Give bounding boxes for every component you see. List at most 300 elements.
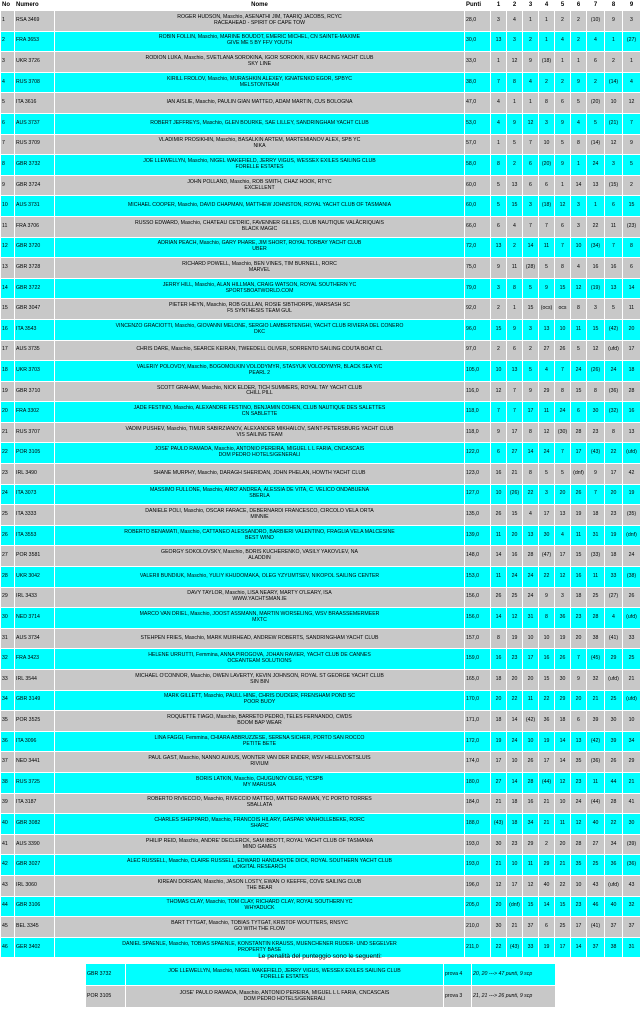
row-boat: MXTC xyxy=(252,617,267,624)
row-race-score: 13 xyxy=(623,422,640,443)
row-race-score: 3 xyxy=(571,216,587,237)
row-race-score: 13 xyxy=(491,237,507,258)
row-race-score: 40 xyxy=(605,896,623,917)
row-race-score: 14 xyxy=(491,546,507,567)
table-row xyxy=(1,670,640,691)
penalty-crew: JOE LLEWELLYN, Maschio, NIGEL WAKEFIELD, JERRY VIGUS, WESSEX EXILES SAILING CLUB xyxy=(168,967,401,974)
table-row xyxy=(1,278,640,299)
row-race-score: 13 xyxy=(507,361,523,382)
row-name xyxy=(55,670,465,691)
row-race-score: 1 xyxy=(555,175,571,196)
table-row xyxy=(1,690,640,711)
row-race-score: (36) xyxy=(623,855,640,876)
row-race-score: 17 xyxy=(539,505,555,526)
row-race-score: 10 xyxy=(491,484,507,505)
row-no: 5 xyxy=(1,93,15,114)
row-boat: DKC xyxy=(254,328,265,335)
row-race-score: 15 xyxy=(539,670,555,691)
row-race-score: 12 xyxy=(571,278,587,299)
row-name xyxy=(55,752,465,773)
row-race-score: 6 xyxy=(523,175,539,196)
row-no: 32 xyxy=(1,649,15,670)
row-race-score: 23 xyxy=(571,896,587,917)
row-name xyxy=(55,917,465,938)
row-race-score: (dnf) xyxy=(623,525,640,546)
row-race-score: 10 xyxy=(507,752,523,773)
row-numero: BEL 3345 xyxy=(15,917,55,938)
row-numero: GBR 3728 xyxy=(15,258,55,279)
row-race-score: 6 xyxy=(491,443,507,464)
row-race-score: 12 xyxy=(605,134,623,155)
row-boat: MINNIE xyxy=(250,514,269,521)
row-boat: RACEAHEAD - SPIRIT OF CAPE TOW xyxy=(213,19,306,26)
row-race-score: 30 xyxy=(539,525,555,546)
row-boat: F5 SYNTHESIS TEAM GUL xyxy=(227,308,292,315)
row-race-score: 5 xyxy=(555,464,571,485)
row-crew: MASSIMO FULLONE, Maschio, AIRO' ANDREA, ALESSIA DE VITA, C. VELICO ONDABUENA xyxy=(149,487,370,494)
row-race-score: 17 xyxy=(623,340,640,361)
row-race-score: 6 xyxy=(491,216,507,237)
row-boat: BEST WIND xyxy=(245,534,274,541)
row-race-score: (42) xyxy=(587,731,605,752)
table-row xyxy=(1,464,640,485)
row-numero: UKR 3726 xyxy=(15,52,55,73)
table-row xyxy=(1,11,640,32)
row-numero: ITA 3333 xyxy=(15,505,55,526)
row-race-score: (28) xyxy=(523,258,539,279)
row-name xyxy=(55,690,465,711)
row-race-score: (19) xyxy=(587,278,605,299)
row-numero: POR 3581 xyxy=(15,546,55,567)
row-race-score: (23) xyxy=(623,216,640,237)
row-race-score: 15 xyxy=(623,196,640,217)
row-race-score: 18 xyxy=(491,670,507,691)
row-punti: 135,0 xyxy=(465,505,491,526)
row-race-score: 16 xyxy=(491,649,507,670)
row-race-score: 7 xyxy=(605,237,623,258)
row-race-score: (33) xyxy=(587,546,605,567)
table-row xyxy=(1,875,640,896)
row-race-score: (36) xyxy=(587,752,605,773)
row-no: 46 xyxy=(1,937,15,958)
row-punti: 157,0 xyxy=(465,628,491,649)
row-race-score: (27) xyxy=(605,587,623,608)
row-boat: SIN BIN xyxy=(250,678,269,685)
row-boat: GIVE ME 5 BY FFV YOUTH xyxy=(227,40,292,47)
row-race-score: 21 xyxy=(539,814,555,835)
row-crew: JOE LLEWELLYN, Maschio, NIGEL WAKEFIELD, JERRY VIGUS, WESSEX EXILES SAILING CLUB xyxy=(143,157,376,164)
row-race-score: 12 xyxy=(523,113,539,134)
table-row xyxy=(1,155,640,176)
row-race-score: 31 xyxy=(587,525,605,546)
row-race-score: (21) xyxy=(605,113,623,134)
row-race-score: 2 xyxy=(523,340,539,361)
row-name xyxy=(55,113,465,134)
header-race-9: 9 xyxy=(623,1,640,11)
row-race-score: (20) xyxy=(587,93,605,114)
row-race-score: 7 xyxy=(587,484,605,505)
row-race-score: (41) xyxy=(587,917,605,938)
penalty-row xyxy=(86,986,556,1008)
row-numero: POR 3105 xyxy=(15,443,55,464)
row-race-score: 17 xyxy=(605,464,623,485)
row-race-score: 40 xyxy=(587,814,605,835)
row-race-score: 22 xyxy=(539,690,555,711)
row-race-score: 15 xyxy=(571,546,587,567)
row-race-score: 8 xyxy=(523,464,539,485)
row-race-score: 1 xyxy=(507,93,523,114)
row-race-score: 9 xyxy=(523,381,539,402)
row-name xyxy=(55,587,465,608)
row-race-score: 19 xyxy=(539,731,555,752)
row-race-score: 3 xyxy=(523,319,539,340)
row-race-score: (ufd) xyxy=(623,608,640,629)
table-row xyxy=(1,402,640,423)
row-race-score: 10 xyxy=(555,319,571,340)
row-race-score: 12 xyxy=(491,875,507,896)
row-name xyxy=(55,216,465,237)
penalty-prova: prova 4 xyxy=(444,964,472,986)
row-race-score: 37 xyxy=(605,917,623,938)
row-race-score: 2 xyxy=(623,175,640,196)
row-race-score: 4 xyxy=(605,608,623,629)
row-race-score: 24 xyxy=(571,793,587,814)
row-crew: SHANE MURPHY, Maschio, DARAGH SHERIDAN, JOHN PHELAN, HOWTH YACHT CLUB xyxy=(153,469,366,476)
row-race-score: (26) xyxy=(507,484,523,505)
row-race-score: 13 xyxy=(571,731,587,752)
row-numero: GBR 3082 xyxy=(15,814,55,835)
row-race-score: 11 xyxy=(523,690,539,711)
row-punti: 28,0 xyxy=(465,11,491,32)
row-numero: NED 3441 xyxy=(15,752,55,773)
row-race-score: 3 xyxy=(539,484,555,505)
row-crew: JOHN POLLAND, Maschio, ROB SMITH, CHAZ HOOK, RTYC xyxy=(187,178,332,185)
row-race-score: 25 xyxy=(555,917,571,938)
row-no: 26 xyxy=(1,525,15,546)
row-name xyxy=(55,484,465,505)
row-race-score: 28 xyxy=(523,546,539,567)
row-race-score: 14 xyxy=(623,278,640,299)
row-no: 13 xyxy=(1,258,15,279)
row-crew: PAUL GAST, Maschio, NANNO AUKUS, WONTER VAN DER ENDER, WSV HELLEVOETSLUIS xyxy=(148,755,371,762)
row-name xyxy=(55,196,465,217)
row-race-score: (dnf) xyxy=(507,896,523,917)
row-no: 34 xyxy=(1,690,15,711)
row-race-score: 16 xyxy=(507,546,523,567)
table-row xyxy=(1,443,640,464)
row-race-score: 18 xyxy=(587,505,605,526)
row-no: 36 xyxy=(1,731,15,752)
row-name xyxy=(55,31,465,52)
table-row xyxy=(1,299,640,320)
row-boat: SPORTSBOATWORLD.COM xyxy=(225,287,294,294)
row-race-score: 30 xyxy=(555,670,571,691)
row-race-score: 4 xyxy=(491,113,507,134)
row-race-score: 13 xyxy=(507,175,523,196)
row-race-score: 21 xyxy=(491,793,507,814)
row-punti: 72,0 xyxy=(465,237,491,258)
row-race-score: 9 xyxy=(571,670,587,691)
row-punti: 123,0 xyxy=(465,464,491,485)
row-race-score: 1 xyxy=(571,155,587,176)
header-race-3: 3 xyxy=(523,1,539,11)
row-race-score: 18 xyxy=(571,587,587,608)
row-race-score: 14 xyxy=(523,237,539,258)
row-numero: AUS 3734 xyxy=(15,628,55,649)
row-race-score: 5 xyxy=(571,340,587,361)
row-numero: FRA 3302 xyxy=(15,402,55,423)
row-race-score: (14) xyxy=(587,134,605,155)
row-race-score: 1 xyxy=(555,52,571,73)
row-crew: ROBERTO RIVIECCIO, Maschio, RIVECCIO MATTEO, MATTEO RAMIAN, YC PORTO TORRES xyxy=(147,796,372,803)
row-race-score: 24 xyxy=(623,546,640,567)
row-no: 38 xyxy=(1,772,15,793)
row-name xyxy=(55,628,465,649)
row-boat: ALADDIN xyxy=(248,555,271,562)
row-name xyxy=(55,649,465,670)
row-race-score: 14 xyxy=(507,772,523,793)
row-race-score: 20 xyxy=(555,484,571,505)
row-race-score: 17 xyxy=(555,546,571,567)
table-row xyxy=(1,917,640,938)
row-boat: MELSTONTEAM xyxy=(239,81,280,88)
row-crew: PHILIP REID, Maschio, ANDRE' DECLERCK, SAM IBBOTT, ROYAL YACHT CLUB OF TASMANIA xyxy=(145,837,374,844)
table-row xyxy=(1,422,640,443)
row-numero: ITA 3096 xyxy=(15,731,55,752)
row-race-score: 19 xyxy=(623,484,640,505)
row-race-score: 11 xyxy=(491,567,507,588)
row-race-score: 4 xyxy=(555,525,571,546)
row-no: 33 xyxy=(1,670,15,691)
row-punti: 116,0 xyxy=(465,381,491,402)
row-race-score: 33 xyxy=(523,937,539,958)
penalty-row xyxy=(86,964,556,986)
row-numero: RUS 3725 xyxy=(15,772,55,793)
table-row xyxy=(1,567,640,588)
row-race-score: 4 xyxy=(507,11,523,32)
row-race-score: 20 xyxy=(571,690,587,711)
row-no: 2 xyxy=(1,31,15,52)
row-race-score: 17 xyxy=(491,752,507,773)
row-race-score: 22 xyxy=(605,443,623,464)
row-race-score: 9 xyxy=(523,52,539,73)
row-race-score: (35) xyxy=(623,505,640,526)
row-numero: ITA 3543 xyxy=(15,319,55,340)
row-crew: VLADIMIR PROSIKHIN, Maschio, BASALKIN ARTEM, MARTEMIANOV ALEX, SPB YC xyxy=(158,137,361,144)
row-race-score: 17 xyxy=(507,422,523,443)
row-race-score: 15 xyxy=(523,299,539,320)
row-boat: MARVEL xyxy=(248,266,271,273)
table-row xyxy=(1,649,640,670)
row-race-score: (15) xyxy=(605,175,623,196)
row-race-score: 1 xyxy=(539,31,555,52)
row-punti: 60,0 xyxy=(465,175,491,196)
row-race-score: 6 xyxy=(507,340,523,361)
row-race-score: 5 xyxy=(587,113,605,134)
row-numero: IRL 3490 xyxy=(15,464,55,485)
table-row xyxy=(1,134,640,155)
row-name xyxy=(55,175,465,196)
row-race-score: 2 xyxy=(539,834,555,855)
row-crew: JADE FESTINO, Maschio, ALEXANDRE FESTINO, BENJAMIN COHEN, CLUB NAUTIQUE DES SALETTES xyxy=(133,405,386,412)
row-race-score: 2 xyxy=(523,31,539,52)
row-boat: SKY LINE xyxy=(247,60,272,67)
table-row xyxy=(1,793,640,814)
row-race-score: 26 xyxy=(571,484,587,505)
penalty-boat: FORELLE ESTATES xyxy=(260,973,309,980)
row-no: 6 xyxy=(1,113,15,134)
row-name xyxy=(55,834,465,855)
row-race-score: 23 xyxy=(507,649,523,670)
row-name xyxy=(55,711,465,732)
row-race-score: 20 xyxy=(571,628,587,649)
row-race-score: (38) xyxy=(623,567,640,588)
row-numero: AUS 3737 xyxy=(15,113,55,134)
row-race-score: 10 xyxy=(507,855,523,876)
row-race-score: 3 xyxy=(623,11,640,32)
row-race-score: 5 xyxy=(507,134,523,155)
row-race-score: 14 xyxy=(539,896,555,917)
row-race-score: 1 xyxy=(523,93,539,114)
row-race-score: 8 xyxy=(571,299,587,320)
row-punti: 96,0 xyxy=(465,319,491,340)
row-race-score: 10 xyxy=(539,134,555,155)
row-crew: JERRY HILL, Maschio, ALAN HILLMAN, CRAIG WATSON, ROYAL SOUTHERN YC xyxy=(162,281,357,288)
header-race-6: 6 xyxy=(571,1,587,11)
row-punti: 148,0 xyxy=(465,546,491,567)
table-row xyxy=(1,546,640,567)
row-no: 29 xyxy=(1,587,15,608)
row-race-score: (44) xyxy=(587,793,605,814)
row-boat: PEARL 2 xyxy=(248,369,271,376)
row-punti: 105,0 xyxy=(465,361,491,382)
row-punti: 47,0 xyxy=(465,93,491,114)
row-race-score: 5 xyxy=(523,278,539,299)
row-race-score: 21 xyxy=(507,917,523,938)
row-numero: ITA 3616 xyxy=(15,93,55,114)
row-race-score: 42 xyxy=(623,464,640,485)
row-punti: 118,0 xyxy=(465,402,491,423)
row-race-score: 7 xyxy=(623,113,640,134)
row-name xyxy=(55,134,465,155)
row-no: 43 xyxy=(1,875,15,896)
row-boat: UBER xyxy=(252,246,267,253)
row-race-score: 25 xyxy=(587,855,605,876)
row-punti: 159,0 xyxy=(465,649,491,670)
row-no: 42 xyxy=(1,855,15,876)
row-race-score: 5 xyxy=(555,134,571,155)
row-no: 44 xyxy=(1,896,15,917)
row-race-score: 38 xyxy=(587,628,605,649)
row-race-score: 21 xyxy=(539,793,555,814)
row-race-score: 26 xyxy=(555,649,571,670)
header-punti: Punti xyxy=(465,1,491,11)
table-row xyxy=(1,731,640,752)
row-race-score: 24 xyxy=(571,361,587,382)
row-crew: MICHAEL COOPER, Maschio, DAVID CHAPMAN, MATTHEW JOHNSTON, ROYAL YACHT CLUB OF TASMANIA xyxy=(127,202,392,209)
row-race-score: (18) xyxy=(539,196,555,217)
row-crew: SCOTT GRAHAM, Maschio, NICK ELDER, TICH SUMMERS, ROYAL TAY YACHT CLUB xyxy=(157,384,362,391)
row-crew: ROBERTO BENAMATI, Maschio, CATTANEO ALESSANDRO, BARBIERI VALENTINO, FRAGLIA VELA MALCESINE xyxy=(124,528,395,535)
row-race-score: 23 xyxy=(571,772,587,793)
row-crew: VALERIY POLOVOY, Maschio, BOGOMOLKIN VOLODYMYR, STASYUK VOLODYMYR, BLACK SEA Y/C xyxy=(136,363,383,370)
row-race-score: 6 xyxy=(571,402,587,423)
row-race-score: 15 xyxy=(507,505,523,526)
row-no: 27 xyxy=(1,546,15,567)
row-boat: OCEANTEAM SOLUTIONS xyxy=(227,658,292,665)
row-name xyxy=(55,546,465,567)
row-punti: 139,0 xyxy=(465,525,491,546)
row-race-score: 12 xyxy=(523,875,539,896)
row-race-score: 9 xyxy=(555,155,571,176)
row-race-score: 17 xyxy=(571,917,587,938)
row-race-score: 15 xyxy=(571,381,587,402)
row-race-score: 46 xyxy=(587,896,605,917)
row-race-score: 6 xyxy=(523,155,539,176)
row-race-score: 8 xyxy=(491,155,507,176)
row-race-score: 36 xyxy=(539,711,555,732)
row-race-score: 5 xyxy=(605,299,623,320)
row-race-score: 29 xyxy=(539,381,555,402)
row-race-score: 2 xyxy=(539,72,555,93)
row-name xyxy=(55,731,465,752)
row-race-score: 13 xyxy=(587,175,605,196)
row-no: 35 xyxy=(1,711,15,732)
row-race-score: 19 xyxy=(571,505,587,526)
row-punti: 57,0 xyxy=(465,134,491,155)
row-race-score: 2 xyxy=(555,11,571,32)
row-name xyxy=(55,793,465,814)
row-punti: 188,0 xyxy=(465,814,491,835)
row-race-score: 21 xyxy=(623,772,640,793)
row-race-score: 1 xyxy=(623,52,640,73)
row-boat: RIVIUM xyxy=(250,761,269,768)
row-crew: GEORGY SOKOLOVSKY, Maschio, BORIS KUCHERENKO, VASILY YAKOVLEV, NA xyxy=(161,549,358,556)
row-boat: VIS SAILING TEAM xyxy=(236,431,283,438)
row-race-score: 6 xyxy=(555,216,571,237)
row-name xyxy=(55,875,465,896)
row-name xyxy=(55,237,465,258)
row-punti: 75,0 xyxy=(465,258,491,279)
row-race-score: 3 xyxy=(539,113,555,134)
row-punti: 174,0 xyxy=(465,752,491,773)
row-race-score: 28 xyxy=(623,381,640,402)
row-race-score: 7 xyxy=(555,237,571,258)
row-race-score: 10 xyxy=(491,361,507,382)
row-punti: 79,0 xyxy=(465,278,491,299)
row-punti: 60,0 xyxy=(465,196,491,217)
row-race-score: 21 xyxy=(507,464,523,485)
row-race-score: 6 xyxy=(555,93,571,114)
row-punti: 210,0 xyxy=(465,917,491,938)
row-race-score: 14 xyxy=(571,937,587,958)
row-race-score: 20 xyxy=(523,670,539,691)
penalty-detail: 21, 21 ---> 26 punti, 9 scp xyxy=(472,986,556,1008)
row-race-score: 2 xyxy=(571,31,587,52)
row-punti: 97,0 xyxy=(465,340,491,361)
row-race-score: 20 xyxy=(555,834,571,855)
row-no: 37 xyxy=(1,752,15,773)
row-crew: STEHPEN FRIES, Maschio, MARK MUIRHEAD, ANDREW ROBERTS, SANDRINGHAM YACHT CLUB xyxy=(140,634,379,641)
row-race-score: 15 xyxy=(523,896,539,917)
header-numero: Numero xyxy=(15,1,55,11)
penalty-boat: DOM PEDRO HOTELS/GENERALI xyxy=(243,995,326,1002)
table-row xyxy=(1,628,640,649)
row-race-score: 9 xyxy=(507,113,523,134)
table-row xyxy=(1,361,640,382)
row-no: 8 xyxy=(1,155,15,176)
row-name xyxy=(55,11,465,32)
